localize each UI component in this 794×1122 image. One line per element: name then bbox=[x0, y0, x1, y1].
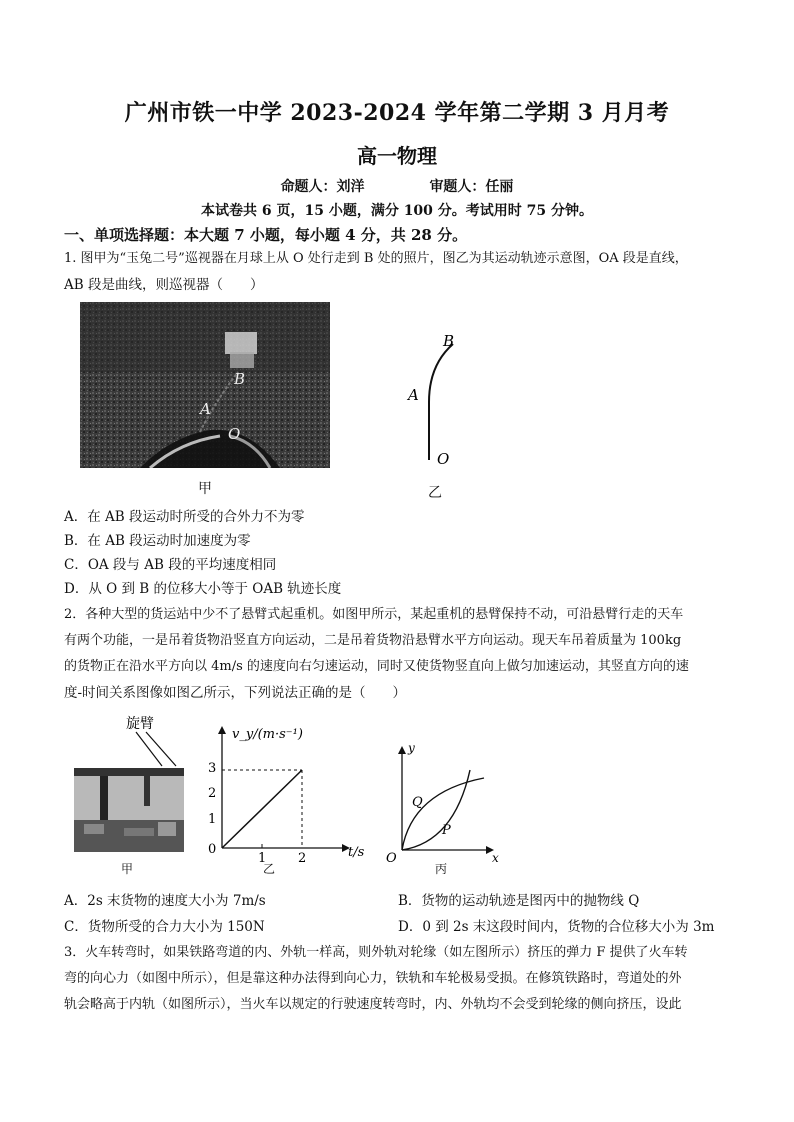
vt-data-line bbox=[222, 770, 302, 848]
photo-label-o: O bbox=[228, 425, 241, 443]
q2-stem-line4: 度-时间关系图像如图乙所示，下列说法正确的是（ ） bbox=[64, 685, 407, 701]
vt-tick-y1: 1 bbox=[208, 812, 217, 827]
q2-caption-bing: 丙 bbox=[434, 862, 447, 876]
q2-stem-line2: 有两个功能，一是吊着货物沿竖直方向运动，二是吊着货物沿悬臂水平方向运动。现天车吊着质量为 100kg bbox=[64, 633, 682, 648]
q1-option-b: B．在 AB 段运动时加速度为零 bbox=[64, 533, 251, 549]
vt-tick-y3: 3 bbox=[208, 761, 217, 776]
vt-xlabel: t/s bbox=[348, 845, 365, 860]
exam-info: 本试卷共 6 页，15 小题，满分 100 分。考试用时 75 分钟。 bbox=[200, 203, 594, 219]
label-o: O bbox=[437, 450, 450, 468]
q2-option-c: C．货物所受的合力大小为 150N bbox=[64, 919, 265, 935]
label-q: Q bbox=[412, 795, 423, 810]
q2-stem-line1: 2．各种大型的货运站中少不了悬臂式起重机。如图甲所示，某起重机的悬臂保持不动，可沿悬臂行走的天车 bbox=[64, 607, 684, 622]
q1-stem-line1: 1. 图甲为“玉兔二号”巡视器在月球上从 O 处行走到 B 处的照片，图乙为其运动轨迹示意图，OA 段是直线， bbox=[64, 251, 688, 266]
graph-bing-xlabel: x bbox=[492, 851, 499, 864]
trajectory-path bbox=[429, 344, 453, 460]
q3-stem-line2: 弯的向心力（如图中所示），但是靠这种办法得到向心力，铁轨和车轮极易受损。在修筑铁路时，弯道处的外 bbox=[64, 971, 682, 986]
q2-stem bbox=[64, 602, 734, 706]
q1-trajectory-diagram bbox=[395, 330, 475, 470]
q1-diagram-caption: 乙 bbox=[428, 485, 442, 501]
vt-tick-y0: 0 bbox=[208, 842, 217, 857]
section-heading: 一、单项选择题：本大题 7 小题，每小题 4 分，共 28 分。 bbox=[64, 226, 468, 244]
q2-graph-vt bbox=[196, 722, 376, 862]
q1-option-d: D．从 O 到 B 的位移大小等于 OAB 轨迹长度 bbox=[64, 581, 342, 597]
exam-subject: 高一物理 bbox=[357, 144, 437, 168]
q2-stem-line3: 的货物正在沿水平方向以 4m/s 的速度向右匀速运动，同时又使货物竖直向上做匀加速运动，其竖直方向的速 bbox=[64, 659, 689, 674]
q3-stem-line3: 轨会略高于内轨（如图所示），当火车以规定的行驶速度转弯时，内、外轨均不会受到轮缘的侧向挤压，设此 bbox=[64, 997, 682, 1012]
q3-stem-line1: 3．火车转弯时，如果铁路弯道的内、外轨一样高，则外轨对轮缘（如左图所示）挤压的弹力 F 提供了火车转 bbox=[64, 945, 688, 960]
vt-ylabel: v_y/(m·s⁻¹) bbox=[232, 727, 303, 742]
exam-authors bbox=[0, 176, 794, 196]
photo-label-a: A bbox=[200, 400, 211, 418]
setter: 命题人：刘洋 bbox=[280, 179, 365, 195]
curve-p bbox=[402, 770, 470, 850]
q1-stem-line2: AB 段是曲线，则巡视器（ ） bbox=[64, 277, 264, 293]
q2-option-b: B．货物的运动轨迹是图丙中的抛物线 Q bbox=[398, 893, 640, 909]
q3-stem bbox=[64, 940, 734, 1018]
reviewer: 审题人：任丽 bbox=[429, 179, 514, 195]
q1-stem bbox=[64, 246, 734, 298]
q1-option-a: A．在 AB 段运动时所受的合外力不为零 bbox=[64, 509, 305, 525]
q2-option-d: D．0 到 2s 末这段时间内，货物的合位移大小为 3m bbox=[398, 919, 715, 935]
crane-label: 旋臂 bbox=[126, 716, 154, 732]
q1-option-c: C．OA 段与 AB 段的平均速度相同 bbox=[64, 557, 277, 573]
q2-crane-photo bbox=[74, 712, 184, 852]
vt-tick-x2: 2 bbox=[298, 851, 307, 862]
label-a: A bbox=[408, 386, 419, 404]
graph-bing-origin: O bbox=[386, 851, 397, 864]
vt-tick-y2: 2 bbox=[208, 786, 217, 801]
curve-q bbox=[402, 778, 484, 850]
label-p: P bbox=[442, 823, 451, 838]
q2-caption-yi: 乙 bbox=[262, 862, 275, 876]
q1-photo bbox=[80, 302, 330, 468]
label-b: B bbox=[443, 332, 455, 350]
photo-label-b: B bbox=[234, 370, 246, 388]
q2-caption-jia: 甲 bbox=[120, 862, 133, 876]
q2-graph-trajectory bbox=[384, 742, 504, 864]
graph-bing-ylabel: y bbox=[408, 742, 415, 755]
vt-graph-svg bbox=[196, 722, 376, 862]
exam-title: 广州市铁一中学 2023-2024 学年第二学期 3 月月考 bbox=[124, 100, 670, 126]
vt-tick-x1: 1 bbox=[258, 851, 267, 862]
q1-photo-caption: 甲 bbox=[198, 481, 212, 497]
q2-option-a: A．2s 末货物的速度大小为 7m/s bbox=[64, 893, 266, 909]
